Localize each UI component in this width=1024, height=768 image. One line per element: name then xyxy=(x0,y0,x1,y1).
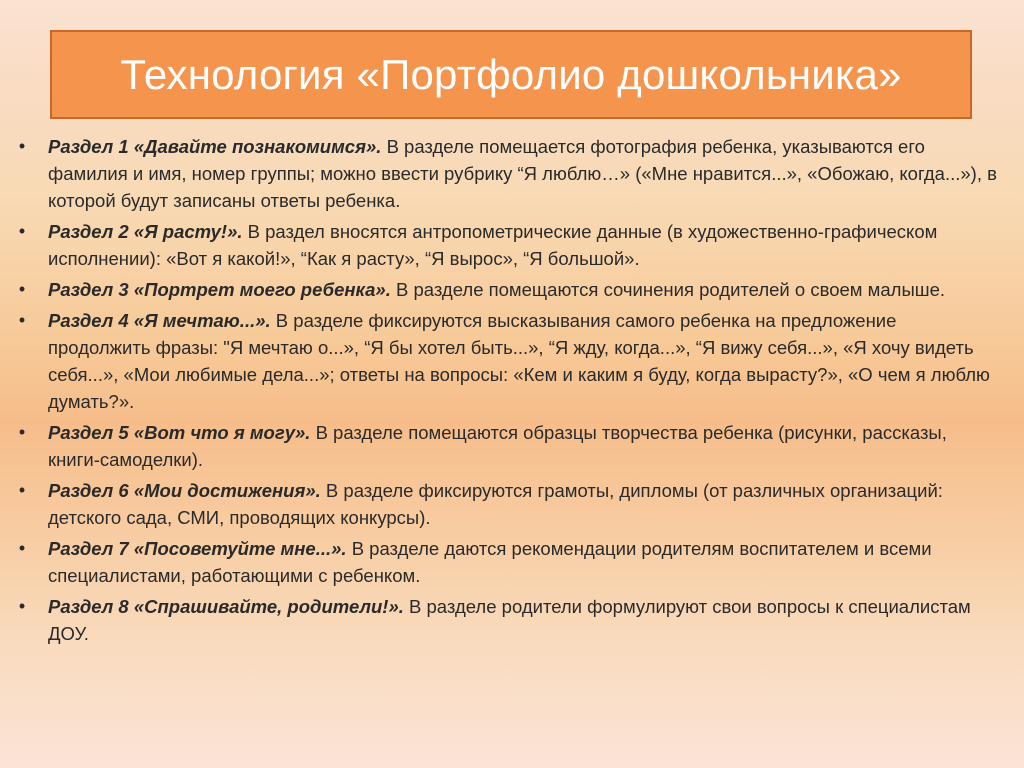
section-heading: Раздел 4 «Я мечтаю...». xyxy=(48,310,271,331)
section-item-5 xyxy=(12,419,1002,473)
bullet-icon: • xyxy=(18,422,26,442)
slide-title: Технология «Портфолио дошкольника» xyxy=(120,50,902,98)
section-description: В разделе фиксируются высказывания самого ребенка на предложение продолжить фразы: "Я мечтаю о...», “Я бы хотел быть...», “Я жду, когда...», “Я вижу себя...», «Я хочу видеть себя...», «Мои любимые дела...»; ответы на вопросы: «Кем и каким я буду, когда вырасту?», «О чем я люблю думать?». xyxy=(48,310,990,412)
title-banner xyxy=(50,30,972,119)
section-item-6 xyxy=(12,477,1002,531)
bullet-icon: • xyxy=(18,221,26,241)
section-heading: Раздел 5 «Вот что я могу». xyxy=(48,422,311,443)
section-item-1 xyxy=(12,133,1002,214)
section-description: В разделе родители формулируют свои вопросы к специалистам ДОУ. xyxy=(48,596,971,644)
bullet-icon: • xyxy=(18,538,26,558)
section-heading: Раздел 8 «Спрашивайте, родители!». xyxy=(48,596,404,617)
section-description: В разделе помещаются сочинения родителей о своем малыше. xyxy=(396,279,946,300)
bullet-icon: • xyxy=(18,596,26,616)
section-heading: Раздел 6 «Мои достижения». xyxy=(48,480,321,501)
slide-content xyxy=(12,133,1002,651)
section-item-7 xyxy=(12,535,1002,589)
section-description: В разделе помещается фотография ребенка, указываются его фамилия и имя, номер группы; можно ввести рубрику “Я люблю…» («Мне нравится...», «Обожаю, когда...»), в которой будут записаны ответы ребенка. xyxy=(48,136,997,211)
section-heading: Раздел 7 «Посоветуйте мне...». xyxy=(48,538,347,559)
section-heading: Раздел 1 «Давайте познакомимся». xyxy=(48,136,382,157)
section-item-8 xyxy=(12,593,1002,647)
bullet-icon: • xyxy=(18,310,26,330)
section-item-4 xyxy=(12,307,1002,415)
section-description: В раздел вносятся антропометрические данные (в художественно-графическом исполнении): «Вот я какой!», “Как я расту», “Я вырос», “Я большой». xyxy=(48,221,938,269)
bullet-icon: • xyxy=(18,279,26,299)
section-item-2 xyxy=(12,218,1002,272)
section-heading: Раздел 3 «Портрет моего ребенка». xyxy=(48,279,391,300)
section-description: В разделе фиксируются грамоты, дипломы (от различных организаций: детского сада, СМИ, проводящих конкурсы). xyxy=(48,480,943,528)
section-description: В разделе помещаются образцы творчества ребенка (рисунки, рассказы, книги-самоделки). xyxy=(48,422,947,470)
section-item-3 xyxy=(12,276,1002,303)
bullet-icon: • xyxy=(18,480,26,500)
bullet-icon: • xyxy=(18,136,26,156)
section-description: В разделе даются рекомендации родителям воспитателем и всеми специалистами, работающими с ребенком. xyxy=(48,538,932,586)
section-list xyxy=(12,133,1002,647)
section-heading: Раздел 2 «Я расту!». xyxy=(48,221,243,242)
